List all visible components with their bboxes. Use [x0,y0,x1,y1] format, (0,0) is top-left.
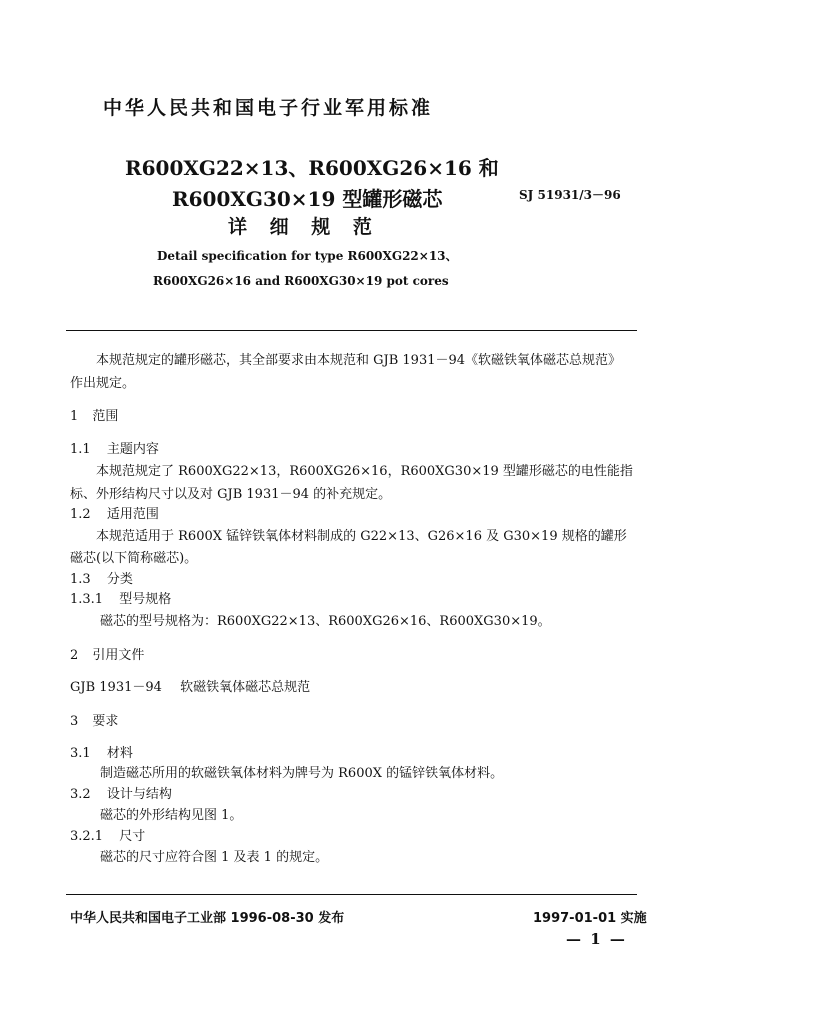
reference-entry [70,676,310,695]
page-number: — 1 — [566,930,627,948]
reference-code: GJB 1931－94 [70,680,162,695]
section-3-2-1-heading [70,825,145,844]
section-1-1-line-1: 本规范规定了 R600XG22×13，R600XG26×16，R600XG30×19 型罐形磁芯的电性能指 [96,464,633,479]
issuing-standard-title: 中华人民共和国电子行业军用标准 [103,97,434,119]
doc-title-line-1: R600XG22×13、R600XG26×16 和 [125,156,499,180]
doc-title-line-3: 详 细 规 范 [228,216,380,238]
section-number: 3.1 [70,746,91,761]
intro-line-1: 本规范规定的罐形磁芯，其全部要求由本规范和 GJB 1931－94《软磁铁氧体磁芯总规范》 [96,353,622,368]
section-title: 设计与结构 [106,787,172,802]
section-number: 3.2.1 [70,829,104,844]
section-number: 1.3 [70,572,91,587]
section-1-heading [70,405,118,424]
section-3-2-line-1: 磁芯的外形结构见图 1。 [100,808,243,823]
header-divider [66,330,637,331]
english-title-line-1: Detail specification for type R600XG22×13、 [157,249,458,263]
section-number: 3 [70,714,79,729]
section-title: 引用文件 [92,648,145,663]
section-number: 3.2 [70,787,91,802]
section-number: 1.3.1 [70,592,104,607]
section-3-heading [70,710,118,729]
section-1-3-1-line-1: 磁芯的型号规格为：R600XG22×13、R600XG26×16、R600XG30×19。 [100,614,551,629]
section-title: 范围 [92,409,119,424]
section-1-2-line-1: 本规范适用于 R600X 锰锌铁氧体材料制成的 G22×13、G26×16 及 G30×19 规格的罐形 [96,529,627,544]
section-number: 1.2 [70,507,91,522]
issued-date: 中华人民共和国电子工业部 1996-08-30 发布 [70,911,345,926]
section-title: 要求 [92,714,119,729]
section-1-1-line-2: 标、外形结构尺寸以及对 GJB 1931－94 的补充规定。 [70,487,392,502]
intro-line-2: 作出规定。 [70,376,136,391]
english-title-line-2: R600XG26×16 and R600XG30×19 pot cores [153,274,449,288]
section-1-2-line-2: 磁芯(以下简称磁芯)。 [70,551,198,566]
section-number: 1.1 [70,442,91,457]
section-2-heading [70,644,144,663]
section-title: 适用范围 [106,507,159,522]
standard-number: SJ 51931/3－96 [519,188,621,202]
section-3-1-heading [70,742,133,761]
section-number: 2 [70,648,79,663]
section-3-2-1-line-1: 磁芯的尺寸应符合图 1 及表 1 的规定。 [100,850,329,865]
doc-title-line-2: R600XG30×19 型罐形磁芯 [172,187,443,211]
section-1-3-heading [70,568,133,587]
section-3-1-line-1: 制造磁芯所用的软磁铁氧体材料为牌号为 R600X 的锰锌铁氧体材料。 [100,766,504,781]
reference-title: 软磁铁氧体磁芯总规范 [180,680,311,695]
section-1-3-1-heading [70,588,171,607]
section-1-1-heading [70,438,159,457]
section-1-2-heading [70,503,159,522]
section-title: 型号规格 [119,592,172,607]
section-title: 主题内容 [106,442,159,457]
section-number: 1 [70,409,79,424]
footer-divider [66,894,637,895]
section-title: 材料 [106,746,133,761]
section-title: 分类 [106,572,133,587]
section-3-2-heading [70,783,172,802]
effective-date: 1997-01-01 实施 [533,911,647,926]
section-title: 尺寸 [119,829,146,844]
